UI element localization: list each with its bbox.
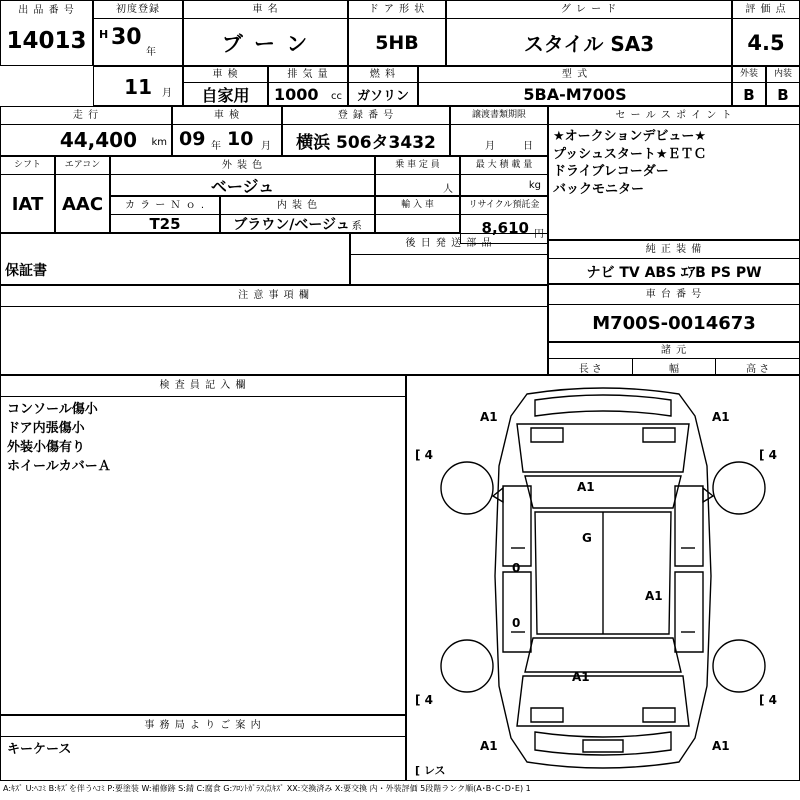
interior-color-suffix: 系 <box>351 220 362 232</box>
plate-number-label: 登 録 番 号 <box>283 107 449 125</box>
door-type-label: ド ア 形 状 <box>349 1 445 19</box>
damage-mark: [ 4 <box>759 693 778 707</box>
inspector-notes-cell <box>0 375 406 715</box>
displacement-label: 排 気 量 <box>269 67 347 83</box>
displacement-cell <box>268 66 348 106</box>
car-name-cell <box>183 0 348 66</box>
chassis-cell <box>548 284 800 342</box>
inspection-expiry-cell <box>172 106 282 156</box>
color-no-label: カ ラ ー Ｎ ｏ . <box>111 197 219 215</box>
seats-cell <box>375 156 460 196</box>
inspection-expiry-month-unit: 月 <box>261 141 271 152</box>
exterior-color-label: 外 装 色 <box>111 157 374 175</box>
damage-mark: A1 <box>480 410 498 424</box>
door-type-cell <box>348 0 446 66</box>
inspection-expiry-year-unit: 年 <box>211 141 221 152</box>
vehicle-use-cell <box>183 66 268 106</box>
car-name-value: ブ ー ン <box>221 31 310 56</box>
inspector-notes-label: 検 査 員 記 入 欄 <box>1 376 405 397</box>
score-value: 4.5 <box>747 30 785 55</box>
aircon-value: AAC <box>61 193 104 215</box>
inspection-expiry-month: 10 <box>227 128 254 150</box>
model-code-label: 型 式 <box>419 67 731 83</box>
seats-unit: 人 <box>443 184 453 195</box>
first-registration-month-unit: 月 <box>162 88 172 99</box>
vehicle-use-value: 自家用 <box>201 86 250 105</box>
sales-point-line: プッシュスタート★ＥＴＣ <box>553 146 707 162</box>
displacement-value: 1000 <box>274 85 319 104</box>
damage-mark: G <box>582 531 592 545</box>
dimensions-cell <box>548 342 800 375</box>
mileage-label: 走 行 <box>1 107 171 125</box>
later-parts-label: 後 日 発 送 部 品 <box>351 234 547 255</box>
notes-label: 注 意 事 項 欄 <box>1 286 547 307</box>
mileage-cell <box>0 106 172 156</box>
transfer-deadline-label: 譲渡書類期限 <box>451 107 547 125</box>
interior-color-cell <box>220 196 375 233</box>
import-cell <box>375 196 460 233</box>
equipment-label: 純 正 装 備 <box>549 241 799 259</box>
shift-value: IAT <box>11 193 44 215</box>
lot-number-cell <box>0 0 93 66</box>
damage-mark: 0 <box>512 561 521 575</box>
first-registration-year-unit: 年 <box>146 47 156 58</box>
seats-label: 乗 車 定 員 <box>376 157 459 175</box>
fuel-value: ガソリン <box>356 89 409 104</box>
lot-number-label: 出 品 番 号 <box>18 5 75 16</box>
fuel-label: 燃 料 <box>349 67 417 83</box>
color-no-cell <box>110 196 220 233</box>
recycle-fee-value: 8,610 <box>481 219 529 237</box>
sales-point-list <box>549 125 799 198</box>
first-registration-month: 11 <box>124 75 152 99</box>
chassis-label: 車 台 番 号 <box>549 285 799 305</box>
mileage-value: 44,400 <box>59 128 137 152</box>
inspection-expiry-label: 車 検 <box>173 107 281 125</box>
notes-value <box>1 307 547 315</box>
warranty-cell <box>0 233 350 285</box>
exterior-rating-value: B <box>743 85 755 104</box>
sales-point-label: セ ー ル ス ポ イ ン ト <box>549 107 799 125</box>
inspector-note-line: コンソール傷小 <box>7 402 98 417</box>
damage-mark: [ 4 <box>415 448 434 462</box>
sales-point-line: バックモニター <box>553 181 645 197</box>
exterior-rating-cell <box>732 66 766 106</box>
displacement-unit: cc <box>331 91 342 102</box>
first-registration-cell <box>93 0 183 66</box>
inspection-expiry-year: 09 <box>179 128 206 150</box>
inspector-note-line: 外装小傷有り <box>7 439 86 455</box>
office-notice-cell <box>0 715 406 781</box>
score-label: 評 価 点 <box>733 1 799 19</box>
later-parts-cell <box>350 233 548 285</box>
max-load-cell <box>460 156 548 196</box>
plate-number-cell <box>282 106 450 156</box>
interior-rating-value: B <box>777 85 789 104</box>
inspector-note-line: ドア内張傷小 <box>7 420 85 436</box>
sales-point-line: ★オークションデビュー★ <box>553 129 707 144</box>
color-no-value: T25 <box>149 215 181 233</box>
recycle-fee-label: リサイクル預託金 <box>461 197 547 215</box>
lot-number-value: 14013 <box>6 27 87 54</box>
damage-mark: A1 <box>572 670 590 684</box>
aircon-label: エアコン <box>56 157 109 175</box>
damage-mark: A1 <box>712 739 730 753</box>
shift-label: シフト <box>1 157 54 175</box>
equipment-value: ナビ TV ABS ｴｱB PS PW <box>586 264 762 281</box>
plate-number-value: 横浜 506タ3432 <box>296 133 436 153</box>
model-code-cell <box>418 66 732 106</box>
first-registration-year: 30 <box>111 25 142 50</box>
car-name-label: 車 名 <box>184 1 347 19</box>
vehicle-use-label: 車 検 <box>184 67 267 83</box>
warranty-value: 保証書 <box>5 263 47 279</box>
dimension-width-label: 幅 <box>633 359 717 375</box>
aircon-cell <box>55 156 110 233</box>
interior-rating-label: 内装 <box>767 67 799 83</box>
interior-color-value: ブラウン/ベージュ <box>233 217 350 233</box>
damage-mark: A1 <box>712 410 730 424</box>
model-code-value: 5BA-M700S <box>523 85 627 104</box>
office-notice-value: キーケース <box>7 742 72 757</box>
legend-text: A:ｷｽﾞ U:ﾍｺﾐ B:ｷｽﾞを伴うﾍｺﾐ P:要塗装 W:補修跡 S:錆 C:腐食 G:ﾌﾛﾝﾄｶﾞﾗｽ点ｷｽﾞ XX:交換済み X:要交換 内・外装評価 5段階ランク順(A･B･C･D･E) 1 <box>3 784 531 793</box>
damage-mark: 0 <box>512 616 521 630</box>
chassis-value: M700S-0014673 <box>592 313 756 334</box>
fuel-cell <box>348 66 418 106</box>
car-outline-diagram <box>407 376 799 780</box>
interior-color-label: 内 装 色 <box>221 197 374 215</box>
damage-mark: A1 <box>645 589 663 603</box>
dimensions-label: 諸 元 <box>549 343 799 359</box>
recycle-fee-unit: 円 <box>534 229 544 240</box>
exterior-color-value: ベージュ <box>210 177 275 196</box>
damage-mark: [ 4 <box>415 693 434 707</box>
sales-point-cell <box>548 106 800 240</box>
max-load-unit: kg <box>528 180 541 191</box>
inspector-note-line: ホイールカバーＡ <box>7 458 111 474</box>
transfer-deadline-cell <box>450 106 548 156</box>
transfer-day-unit: 日 <box>523 141 533 152</box>
score-cell <box>732 0 800 66</box>
dimension-length-label: 長 さ <box>549 359 633 375</box>
shift-cell <box>0 156 55 233</box>
damage-diagram-cell <box>406 375 800 781</box>
exterior-color-cell <box>110 156 375 196</box>
mileage-unit: km <box>151 137 167 148</box>
damage-mark: A1 <box>480 739 498 753</box>
exterior-rating-label: 外装 <box>733 67 765 83</box>
max-load-label: 最 大 積 載 量 <box>461 157 547 175</box>
inspector-notes-list <box>1 397 405 476</box>
damage-mark: [ 4 <box>759 448 778 462</box>
import-label: 輸 入 車 <box>376 197 459 215</box>
dimension-height-label: 高 さ <box>746 364 770 375</box>
inspection-month-cell <box>93 66 183 106</box>
interior-rating-cell <box>766 66 800 106</box>
grade-cell <box>446 0 732 66</box>
office-notice-label: 事 務 局 よ り ご 案 内 <box>1 716 405 737</box>
first-registration-era: H <box>99 28 109 41</box>
damage-mark: A1 <box>577 480 595 494</box>
notes-cell <box>0 285 548 375</box>
grade-label: グ レ ー ド <box>447 1 731 19</box>
equipment-cell <box>548 240 800 284</box>
door-type-value: 5HB <box>375 31 419 54</box>
transfer-month-unit: 月 <box>485 141 495 152</box>
sales-point-line: ドライブレコーダー <box>553 164 669 180</box>
damage-mark: [ レス <box>415 764 446 777</box>
first-registration-label: 初度登録 <box>94 1 182 19</box>
grade-value: スタイル SA3 <box>523 32 655 56</box>
